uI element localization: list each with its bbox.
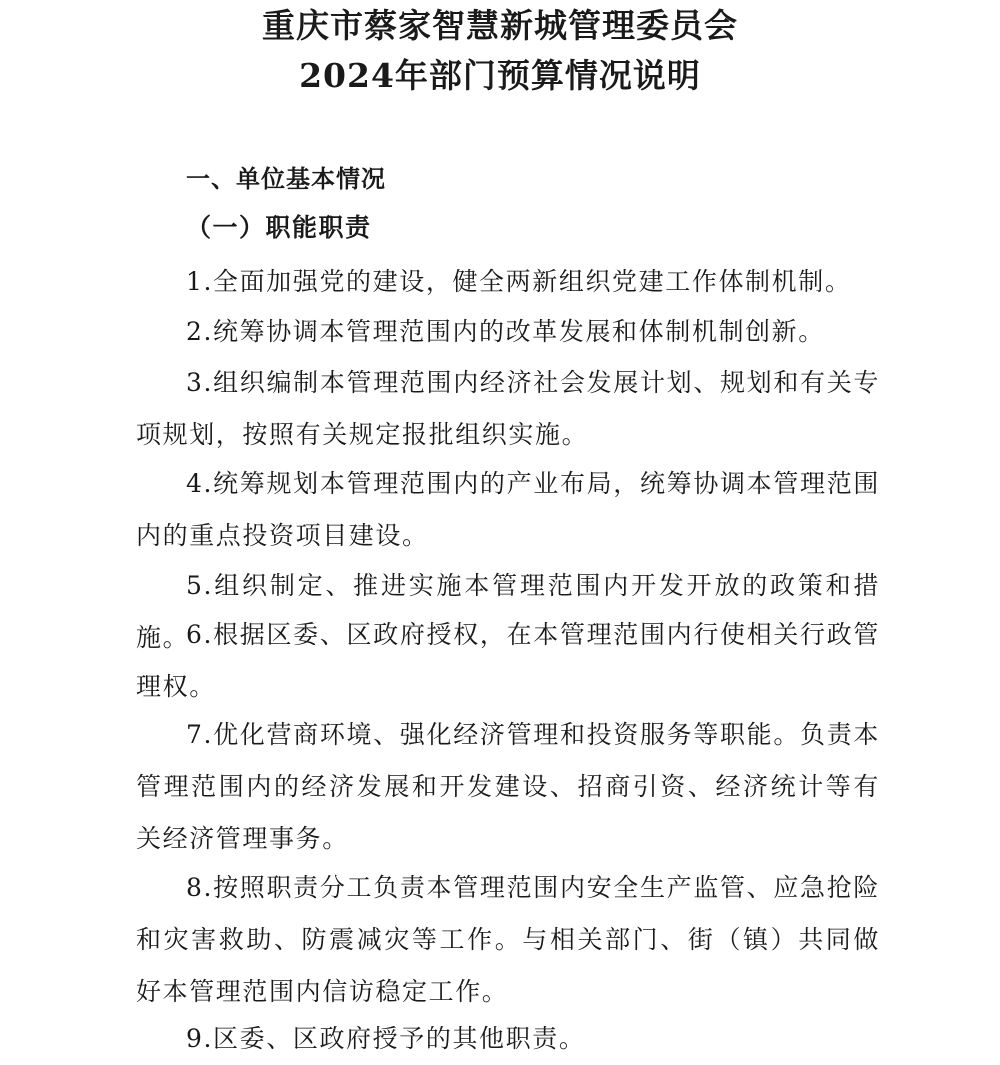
document-title-line2: 2024年部门预算情况说明 [299,56,701,95]
paragraph-item-3: 3.组织编制本管理范围内经济社会发展计划、规划和有关专项规划，按照有关规定报批组织实施。 [136,368,880,449]
section-heading-basic-info: 一、单位基本情况 [186,165,386,193]
paragraph-item-6: 6.根据区委、区政府授权，在本管理范围内行使相关行政管理权。 [136,620,880,701]
document-title-line1: 重庆市蔡家智慧新城管理委员会 [262,6,738,45]
paragraph-item-8: 8.按照职责分工负责本管理范围内安全生产监管、应急抢险和灾害救助、防震减灾等工作。与相关部门、街（镇）共同做好本管理范围内信访稳定工作。 [136,873,880,1006]
paragraph-item-4: 4.统筹规划本管理范围内的产业布局，统筹协调本管理范围内的重点投资项目建设。 [136,469,880,550]
paragraph-item-5: 5.组织制定、推进实施本管理范围内开发开放的政策和措施。 [136,571,880,652]
paragraph-item-7: 7.优化营商环境、强化经济管理和投资服务等职能。负责本管理范围内的经济发展和开发建设、招商引资、经济统计等有关经济管理事务。 [136,720,880,853]
paragraph-item-1: 1.全面加强党的建设，健全两新组织党建工作体制机制。 [186,267,852,296]
paragraph-item-9: 9.区委、区政府授予的其他职责。 [186,1024,586,1053]
paragraph-item-2: 2.统筹协调本管理范围内的改革发展和体制机制创新。 [186,317,825,346]
subsection-heading-functions: （一）职能职责 [186,213,372,242]
